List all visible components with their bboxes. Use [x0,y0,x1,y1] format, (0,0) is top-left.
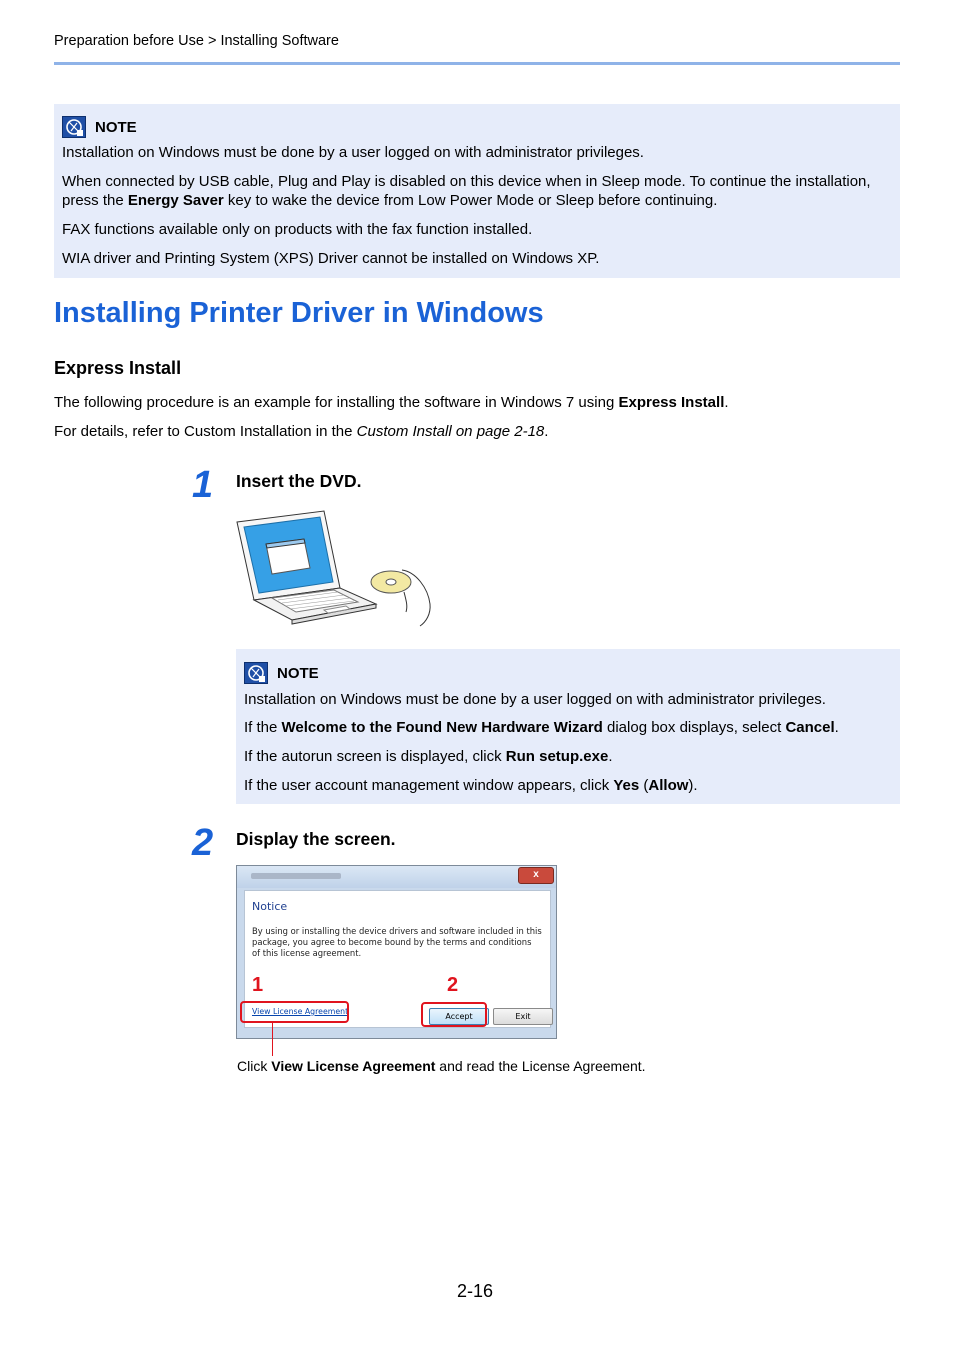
dialog-titlebar [237,866,556,888]
callout-box-1 [240,1001,349,1023]
accept-button[interactable]: Accept [429,1008,489,1025]
custom-install-link[interactable]: Custom Install on page 2-18 [356,423,545,440]
note-text-1: Installation on Windows must be done by a user logged on with administrator privileges. [62,144,644,161]
step2-caption: Click View License Agreement and read the License Agreement. [237,1058,646,1074]
details-text: For details, refer to Custom Installation in the Custom Install on page 2-18. [54,423,549,440]
notice-text: By using or installing the device drivers and software included in this package, you agree to become bound by the terms and conditions of this license agreement. [252,926,542,958]
breadcrumb: Preparation before Use > Installing Software [54,33,339,49]
note-label: NOTE [277,664,319,682]
view-license-link[interactable]: View License Agreement [252,1007,349,1016]
note-text-3: FAX functions available only on products with the fax function installed. [62,221,533,238]
dialog-close-button[interactable]: x [518,867,554,884]
note-icon [244,662,268,684]
step1-note-text-2: If the Welcome to the Found New Hardware Wizard dialog box displays, select Cancel. [244,719,839,736]
section-title: Installing Printer Driver in Windows [54,297,544,329]
header-divider [54,62,900,65]
step1-note-box [236,649,900,804]
note-box [54,104,900,278]
callout-leader-line [272,1023,273,1056]
notice-title: Notice [252,900,288,913]
intro-text: The following procedure is an example for installing the software in Windows 7 using Express Install. [54,394,729,411]
step1-note-text-4: If the user account management window appears, click Yes (Allow). [244,777,698,794]
step-title-1: Insert the DVD. [236,471,362,491]
page-number: 2-16 [457,1281,494,1301]
step1-note-heading [244,662,319,684]
note-icon [62,116,86,138]
step1-note-text-3: If the autorun screen is displayed, click Run setup.exe. [244,748,613,765]
step1-note-text-1: Installation on Windows must be done by a user logged on with administrator privileges. [244,691,826,708]
note-text-4: WIA driver and Printing System (XPS) Driver cannot be installed on Windows XP. [62,250,600,267]
callout-number-1: 1 [252,974,264,996]
section-subtitle: Express Install [54,358,182,378]
callout-number-2: 2 [447,974,459,996]
note-label: NOTE [95,118,137,136]
step-title-2: Display the screen. [236,829,396,849]
note-text-2: When connected by USB cable, Plug and Play is disabled on this device when in Sleep mode. To continue the installation, press the Energy Saver key to wake the device from Low Power Mode or Sleep before continuing. [62,173,871,209]
laptop-dvd-illustration [234,508,442,628]
exit-button[interactable]: Exit [493,1008,553,1025]
step-number-2: 2 [192,822,214,864]
note-heading [62,116,137,138]
step-number-1: 1 [192,464,214,506]
callout-box-2 [421,1002,487,1027]
dialog-title-blurred [251,873,341,879]
